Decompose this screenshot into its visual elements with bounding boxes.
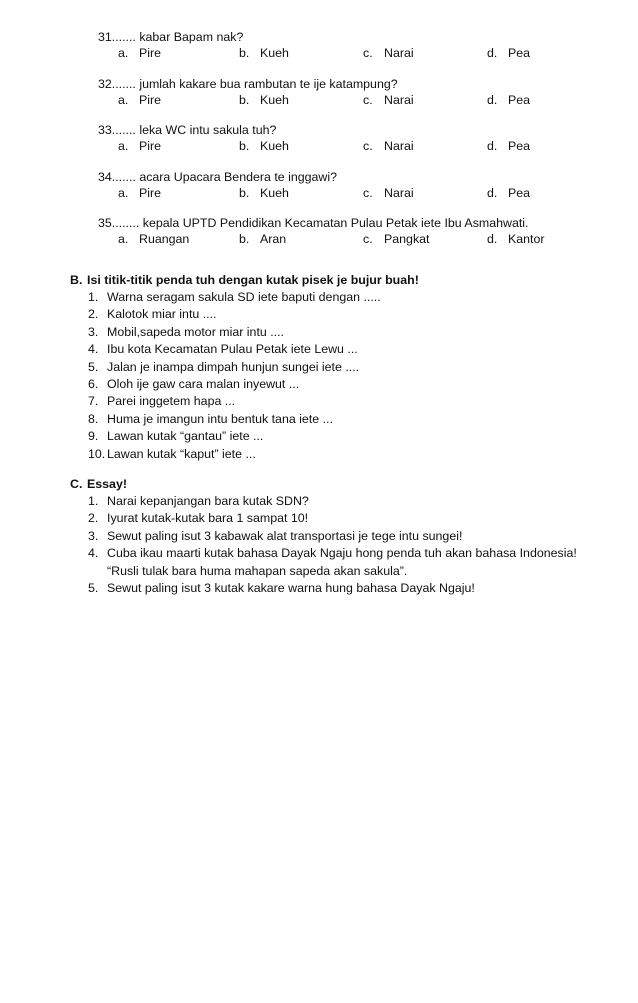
option-c: c. Narai bbox=[363, 186, 414, 200]
list-item: 3. Mobil,sapeda motor miar intu .... bbox=[88, 324, 284, 339]
section-b bbox=[70, 272, 630, 463]
option-d: d. Pea bbox=[487, 93, 531, 107]
option-b: b. Kueh bbox=[239, 93, 289, 107]
option-a: a. Ruangan bbox=[118, 232, 190, 246]
option-c: c. Narai bbox=[363, 139, 414, 153]
option-b: b. Aran bbox=[239, 232, 287, 246]
question-35 bbox=[98, 215, 618, 247]
list-item: 3. Sewut paling isut 3 kabawak alat transportasi je tege intu sungei! bbox=[88, 528, 463, 543]
list-item: 1. Warna seragam sakula SD iete baputi dengan ..... bbox=[88, 290, 381, 304]
section-c-title: C. Essay! bbox=[70, 477, 127, 491]
question-stem: 34....... acara Upacara Bendera te inggawi? bbox=[98, 170, 338, 184]
question-31 bbox=[98, 29, 618, 61]
option-b: b. Kueh bbox=[239, 139, 289, 153]
option-a: a. Pire bbox=[118, 186, 162, 200]
list-item-continuation: “Rusli tulak bara huma mahapan sapeda akan sakula”. bbox=[107, 563, 408, 578]
option-b: b. Kueh bbox=[239, 46, 289, 60]
question-34 bbox=[98, 169, 618, 201]
section-b-title: B. Isi titik-titik penda tuh dengan kutak pisek je bujur buah! bbox=[70, 273, 419, 287]
list-item: 5. Jalan je inampa dimpah hunjun sungei iete .... bbox=[88, 359, 360, 374]
list-item: 2. Kalotok miar intu .... bbox=[88, 307, 217, 322]
list-item: 9. Lawan kutak “gantau” iete ... bbox=[88, 429, 264, 444]
option-c: c. Narai bbox=[363, 93, 414, 107]
list-item: 4. Cuba ikau maarti kutak bahasa Dayak Ngaju hong penda tuh akan bahasa Indonesia! bbox=[88, 546, 577, 561]
list-item: 6. Oloh ije gaw cara malan inyewut ... bbox=[88, 376, 300, 391]
answer-options bbox=[98, 185, 618, 201]
answer-options bbox=[98, 92, 618, 108]
list-item: 1. Narai kepanjangan bara kutak SDN? bbox=[88, 494, 309, 508]
list-item: 7. Parei inggetem hapa ... bbox=[88, 394, 236, 409]
option-c: c. Narai bbox=[363, 46, 414, 60]
question-stem: 33....... leka WC intu sakula tuh? bbox=[98, 123, 277, 137]
option-d: d. Kantor bbox=[487, 232, 545, 246]
list-item: 2. Iyurat kutak-kutak bara 1 sampat 10! bbox=[88, 511, 309, 526]
answer-options bbox=[98, 231, 618, 247]
section-c bbox=[70, 476, 630, 597]
option-a: a. Pire bbox=[118, 46, 162, 60]
answer-options bbox=[98, 138, 618, 154]
option-d: d. Pea bbox=[487, 46, 531, 60]
question-32 bbox=[98, 76, 618, 108]
list-item: 4. Ibu kota Kecamatan Pulau Petak iete Lewu ... bbox=[88, 342, 358, 357]
option-a: a. Pire bbox=[118, 139, 162, 153]
question-stem: 31....... kabar Bapam nak? bbox=[98, 30, 244, 44]
question-stem: 35........ kepala UPTD Pendidikan Kecamatan Pulau Petak iete Ibu Asmahwati. bbox=[98, 216, 529, 230]
list-item: 5. Sewut paling isut 3 kutak kakare warna hung bahasa Dayak Ngaju! bbox=[88, 580, 475, 595]
list-item: 10. Lawan kutak “kaput” iete ... bbox=[88, 446, 256, 461]
question-33 bbox=[98, 122, 618, 154]
option-d: d. Pea bbox=[487, 139, 531, 153]
question-stem: 32....... jumlah kakare bua rambutan te ije katampung? bbox=[98, 77, 398, 91]
answer-options bbox=[98, 45, 618, 61]
option-a: a. Pire bbox=[118, 93, 162, 107]
list-item: 8. Huma je imangun intu bentuk tana iete ... bbox=[88, 411, 333, 426]
option-c: c. Pangkat bbox=[363, 232, 430, 246]
option-b: b. Kueh bbox=[239, 186, 289, 200]
option-d: d. Pea bbox=[487, 186, 531, 200]
